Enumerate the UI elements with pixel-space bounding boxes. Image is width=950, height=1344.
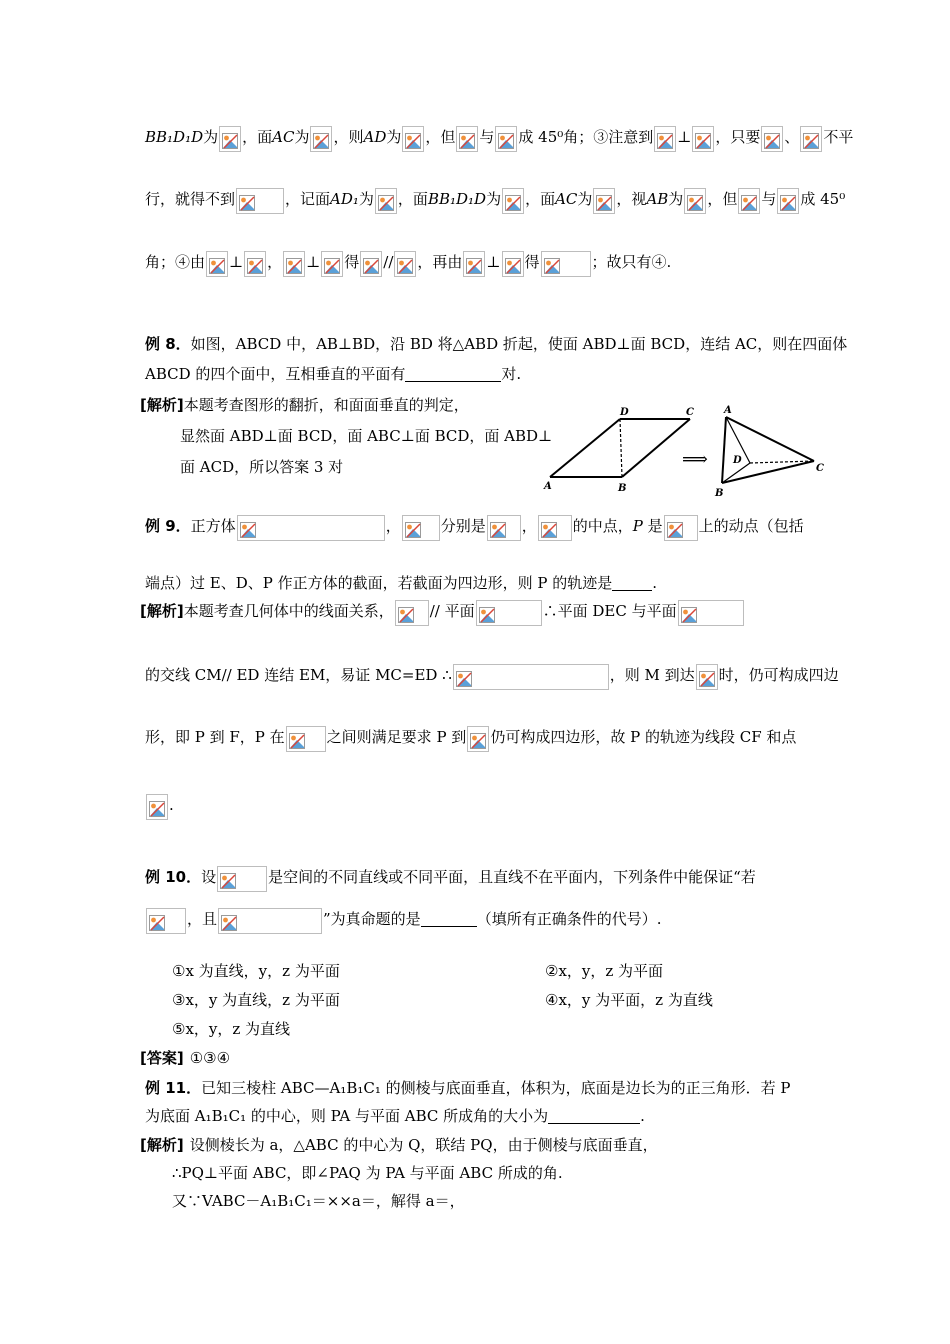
broken-image-icon [487, 515, 521, 541]
text: 为底面 A₁B₁C₁ 的中心，则 PA 与平面 ABC 所成角的大小为 [145, 1107, 549, 1125]
text: ⊥ [486, 253, 501, 271]
broken-image-icon [286, 726, 326, 752]
text: 为 [668, 190, 684, 208]
broken-image-icon [394, 251, 416, 277]
broken-image-icon [453, 664, 609, 690]
broken-image-icon [395, 600, 429, 626]
text: ，面 [242, 128, 273, 146]
vertex-label: C [816, 463, 824, 474]
vertex-label: A [544, 481, 552, 492]
broken-image-icon [800, 126, 822, 152]
text: ，面 [525, 190, 556, 208]
text: 是 [642, 517, 663, 535]
text: 已知三棱柱 ABC—A₁B₁C₁ 的侧棱与底面垂直，体积为，底面是边长为的正三角形．若 P [201, 1079, 791, 1097]
example-9-solution-3 [145, 726, 796, 752]
text: ， [385, 517, 401, 535]
text: 为 [294, 128, 310, 146]
vertex-label: C [686, 407, 694, 418]
broken-image-icon [360, 251, 382, 277]
broken-image-icon [283, 251, 305, 277]
example-11-line-1 [145, 1077, 791, 1099]
solution-label: [解析] [140, 1136, 184, 1154]
broken-image-icon [761, 126, 783, 152]
text: 的交线 CM// ED 连结 EM，易证 MC=ED ∴ [145, 666, 452, 684]
example-9-solution-2 [145, 664, 839, 690]
text: AB [646, 190, 669, 208]
text: BB₁D₁D [427, 190, 487, 208]
text: 显然面 ABD⊥面 BCD，面 ABC⊥面 BCD，面 ABD⊥ [180, 427, 553, 445]
text: 设 [201, 868, 217, 886]
answer-blank [548, 1107, 640, 1124]
text: ，面 [397, 190, 428, 208]
broken-image-icon [146, 794, 168, 820]
solution-label: [解析] [140, 396, 184, 414]
answer-text: ①③④ [189, 1049, 231, 1067]
text: ，但 [707, 190, 738, 208]
answer-blank [405, 365, 501, 382]
tetrahedron-figure [722, 417, 814, 483]
example-10-line-1 [145, 866, 756, 892]
text: （填所有正确条件的代号）. [476, 910, 662, 928]
example-8-line-2 [145, 363, 521, 385]
text: 时，仍可构成四边 [718, 666, 839, 684]
text: 如图，ABCD 中，AB⊥BD，沿 BD 将△ABD 折起，使面 ABD⊥面 BCD，连结 AC，则在四面体 [190, 335, 848, 353]
text: ，再由 [417, 253, 463, 271]
text: . [652, 574, 658, 592]
example-label: 例 9． [145, 517, 191, 535]
example-10-answer [140, 1047, 230, 1069]
example-label: 例 8． [145, 335, 191, 353]
text: 之间则满足要求 P 到 [326, 728, 467, 746]
example-11-solution-3: 又∵VABC－A₁B₁C₁＝××a＝，解得 a＝， [172, 1192, 465, 1210]
text: 得 [524, 253, 540, 271]
broken-image-icon [146, 908, 186, 934]
broken-image-icon [692, 126, 714, 152]
broken-image-icon [237, 515, 385, 541]
broken-image-icon [206, 251, 228, 277]
example-11-solution-2: ∴PQ⊥平面 ABC，即∠PAQ 为 PA 与平面 ABC 所成的角. [172, 1164, 563, 1182]
text: ， [267, 253, 283, 271]
example-8-solution-3 [180, 456, 343, 478]
text: 成 45⁰角；③注意到 [518, 128, 654, 146]
broken-image-icon [321, 251, 343, 277]
fold-figure [540, 405, 840, 500]
example-label: 例 11． [145, 1079, 202, 1097]
option-2: ②x，y，z 为平面 [545, 962, 664, 980]
broken-image-icon [236, 188, 284, 214]
example-11-solution-1 [140, 1134, 658, 1156]
text: ⊥ [677, 128, 692, 146]
text: 本题考查图形的翻折，和面面垂直的判定， [183, 396, 469, 414]
example-9-solution-4 [145, 794, 174, 820]
text: 本题考查几何体中的线面关系， [183, 602, 394, 620]
text: ⊥ [229, 253, 244, 271]
broken-image-icon [402, 126, 424, 152]
broken-image-icon [777, 188, 799, 214]
answer-label: [答案] [140, 1049, 184, 1067]
broken-image-icon [218, 908, 322, 934]
broken-image-icon [654, 126, 676, 152]
text: 为 [358, 190, 374, 208]
text: ，记面 [285, 190, 331, 208]
example-label: 例 10． [145, 868, 202, 886]
parallelogram-figure [550, 419, 690, 477]
example-10-line-2 [145, 908, 661, 934]
broken-image-icon [310, 126, 332, 152]
text: 得 [344, 253, 360, 271]
text: AC [272, 128, 295, 146]
text: 端点）过 E、D、P 作正方体的截面，若截面为四边形，则 P 的轨迹是 [145, 574, 613, 592]
text: 设侧棱长为 a，△ABC 的中心为 Q，联结 PQ，由于侧棱与底面垂直， [189, 1136, 658, 1154]
text: AD [363, 128, 387, 146]
broken-image-icon [684, 188, 706, 214]
text: 面 ACD，所以答案 3 对 [180, 458, 344, 476]
text: 形，即 P 到 F，P 在 [145, 728, 285, 746]
text: 与 [479, 128, 495, 146]
broken-image-icon [495, 126, 517, 152]
vertex-label: D [620, 407, 629, 418]
text: // [383, 253, 394, 271]
broken-image-icon [541, 251, 591, 277]
broken-image-icon [476, 600, 542, 626]
vertex-label: A [724, 405, 732, 416]
broken-image-icon [593, 188, 615, 214]
text: 正方体 [190, 517, 236, 535]
text: 仍可构成四边形，故 P 的轨迹为线段 CF 和点 [490, 728, 797, 746]
text: 的中点， [572, 517, 633, 535]
para-line-3 [145, 251, 671, 277]
text: ，视 [616, 190, 647, 208]
text: 是空间的不同直线或不同平面，且直线不在平面内，下列条件中能保证“若 [268, 868, 756, 886]
para-line-2 [145, 188, 845, 214]
text: ，但 [425, 128, 456, 146]
option-3: ③x，y 为直线，z 为平面 [172, 991, 340, 1009]
example-8-line-1 [145, 333, 847, 355]
vertex-label: D [733, 455, 742, 466]
broken-image-icon [538, 515, 572, 541]
broken-image-icon [219, 126, 241, 152]
text: 分别是 [440, 517, 486, 535]
broken-image-icon [502, 188, 524, 214]
example-9-line-2 [145, 572, 657, 594]
broken-image-icon [678, 600, 744, 626]
text: // 平面 [429, 602, 475, 620]
text: ”为真命题的是 [323, 910, 421, 928]
broken-image-icon [244, 251, 266, 277]
text: ABCD 的四个面中，互相垂直的平面有 [145, 365, 406, 383]
vertex-label: B [618, 483, 627, 494]
broken-image-icon [502, 251, 524, 277]
answer-blank [421, 910, 477, 927]
broken-image-icon [217, 866, 267, 892]
text: ，只要 [715, 128, 761, 146]
answer-blank [612, 574, 652, 591]
text: 角；④由 [145, 253, 206, 271]
text: AD₁ [330, 190, 359, 208]
text: ，且 [187, 910, 218, 928]
text: BB₁D₁D [145, 128, 204, 146]
text: . [640, 1107, 645, 1125]
text: 不平 [823, 128, 854, 146]
text: ，则 [333, 128, 364, 146]
text: 为 [486, 190, 502, 208]
para-line-1 [145, 126, 853, 152]
text: 为 [203, 128, 219, 146]
text: 为 [386, 128, 402, 146]
text: 为 [577, 190, 593, 208]
text: AC [555, 190, 578, 208]
option-5: ⑤x，y，z 为直线 [172, 1020, 291, 1038]
arrow-icon: ⟹ [682, 449, 708, 470]
example-9-solution-1 [140, 600, 745, 626]
text: 成 45⁰ [800, 190, 846, 208]
example-9-line-1 [145, 515, 804, 541]
broken-image-icon [375, 188, 397, 214]
example-11-line-2 [145, 1105, 645, 1127]
broken-image-icon [467, 726, 489, 752]
text: ， [521, 517, 537, 535]
broken-image-icon [664, 515, 698, 541]
broken-image-icon [402, 515, 440, 541]
text: ；故只有④. [591, 253, 672, 271]
broken-image-icon [696, 664, 718, 690]
broken-image-icon [456, 126, 478, 152]
text: P [632, 517, 643, 535]
text: 、 [784, 128, 800, 146]
option-4: ④x，y 为平面，z 为直线 [545, 991, 713, 1009]
text: 与 [761, 190, 777, 208]
broken-image-icon [738, 188, 760, 214]
text: ∴平面 DEC 与平面 [542, 602, 677, 620]
text: 上的动点（包括 [698, 517, 804, 535]
option-1: ①x 为直线，y，z 为平面 [172, 962, 340, 980]
solution-label: [解析] [140, 602, 184, 620]
example-8-solution-2 [180, 425, 552, 447]
text: 对. [501, 365, 522, 383]
text: . [169, 796, 174, 814]
example-8-solution-1 [140, 394, 469, 416]
vertex-label: B [715, 488, 724, 499]
broken-image-icon [463, 251, 485, 277]
text: 行，就得不到 [145, 190, 236, 208]
text: ，则 M 到达 [609, 666, 695, 684]
text: ⊥ [306, 253, 321, 271]
